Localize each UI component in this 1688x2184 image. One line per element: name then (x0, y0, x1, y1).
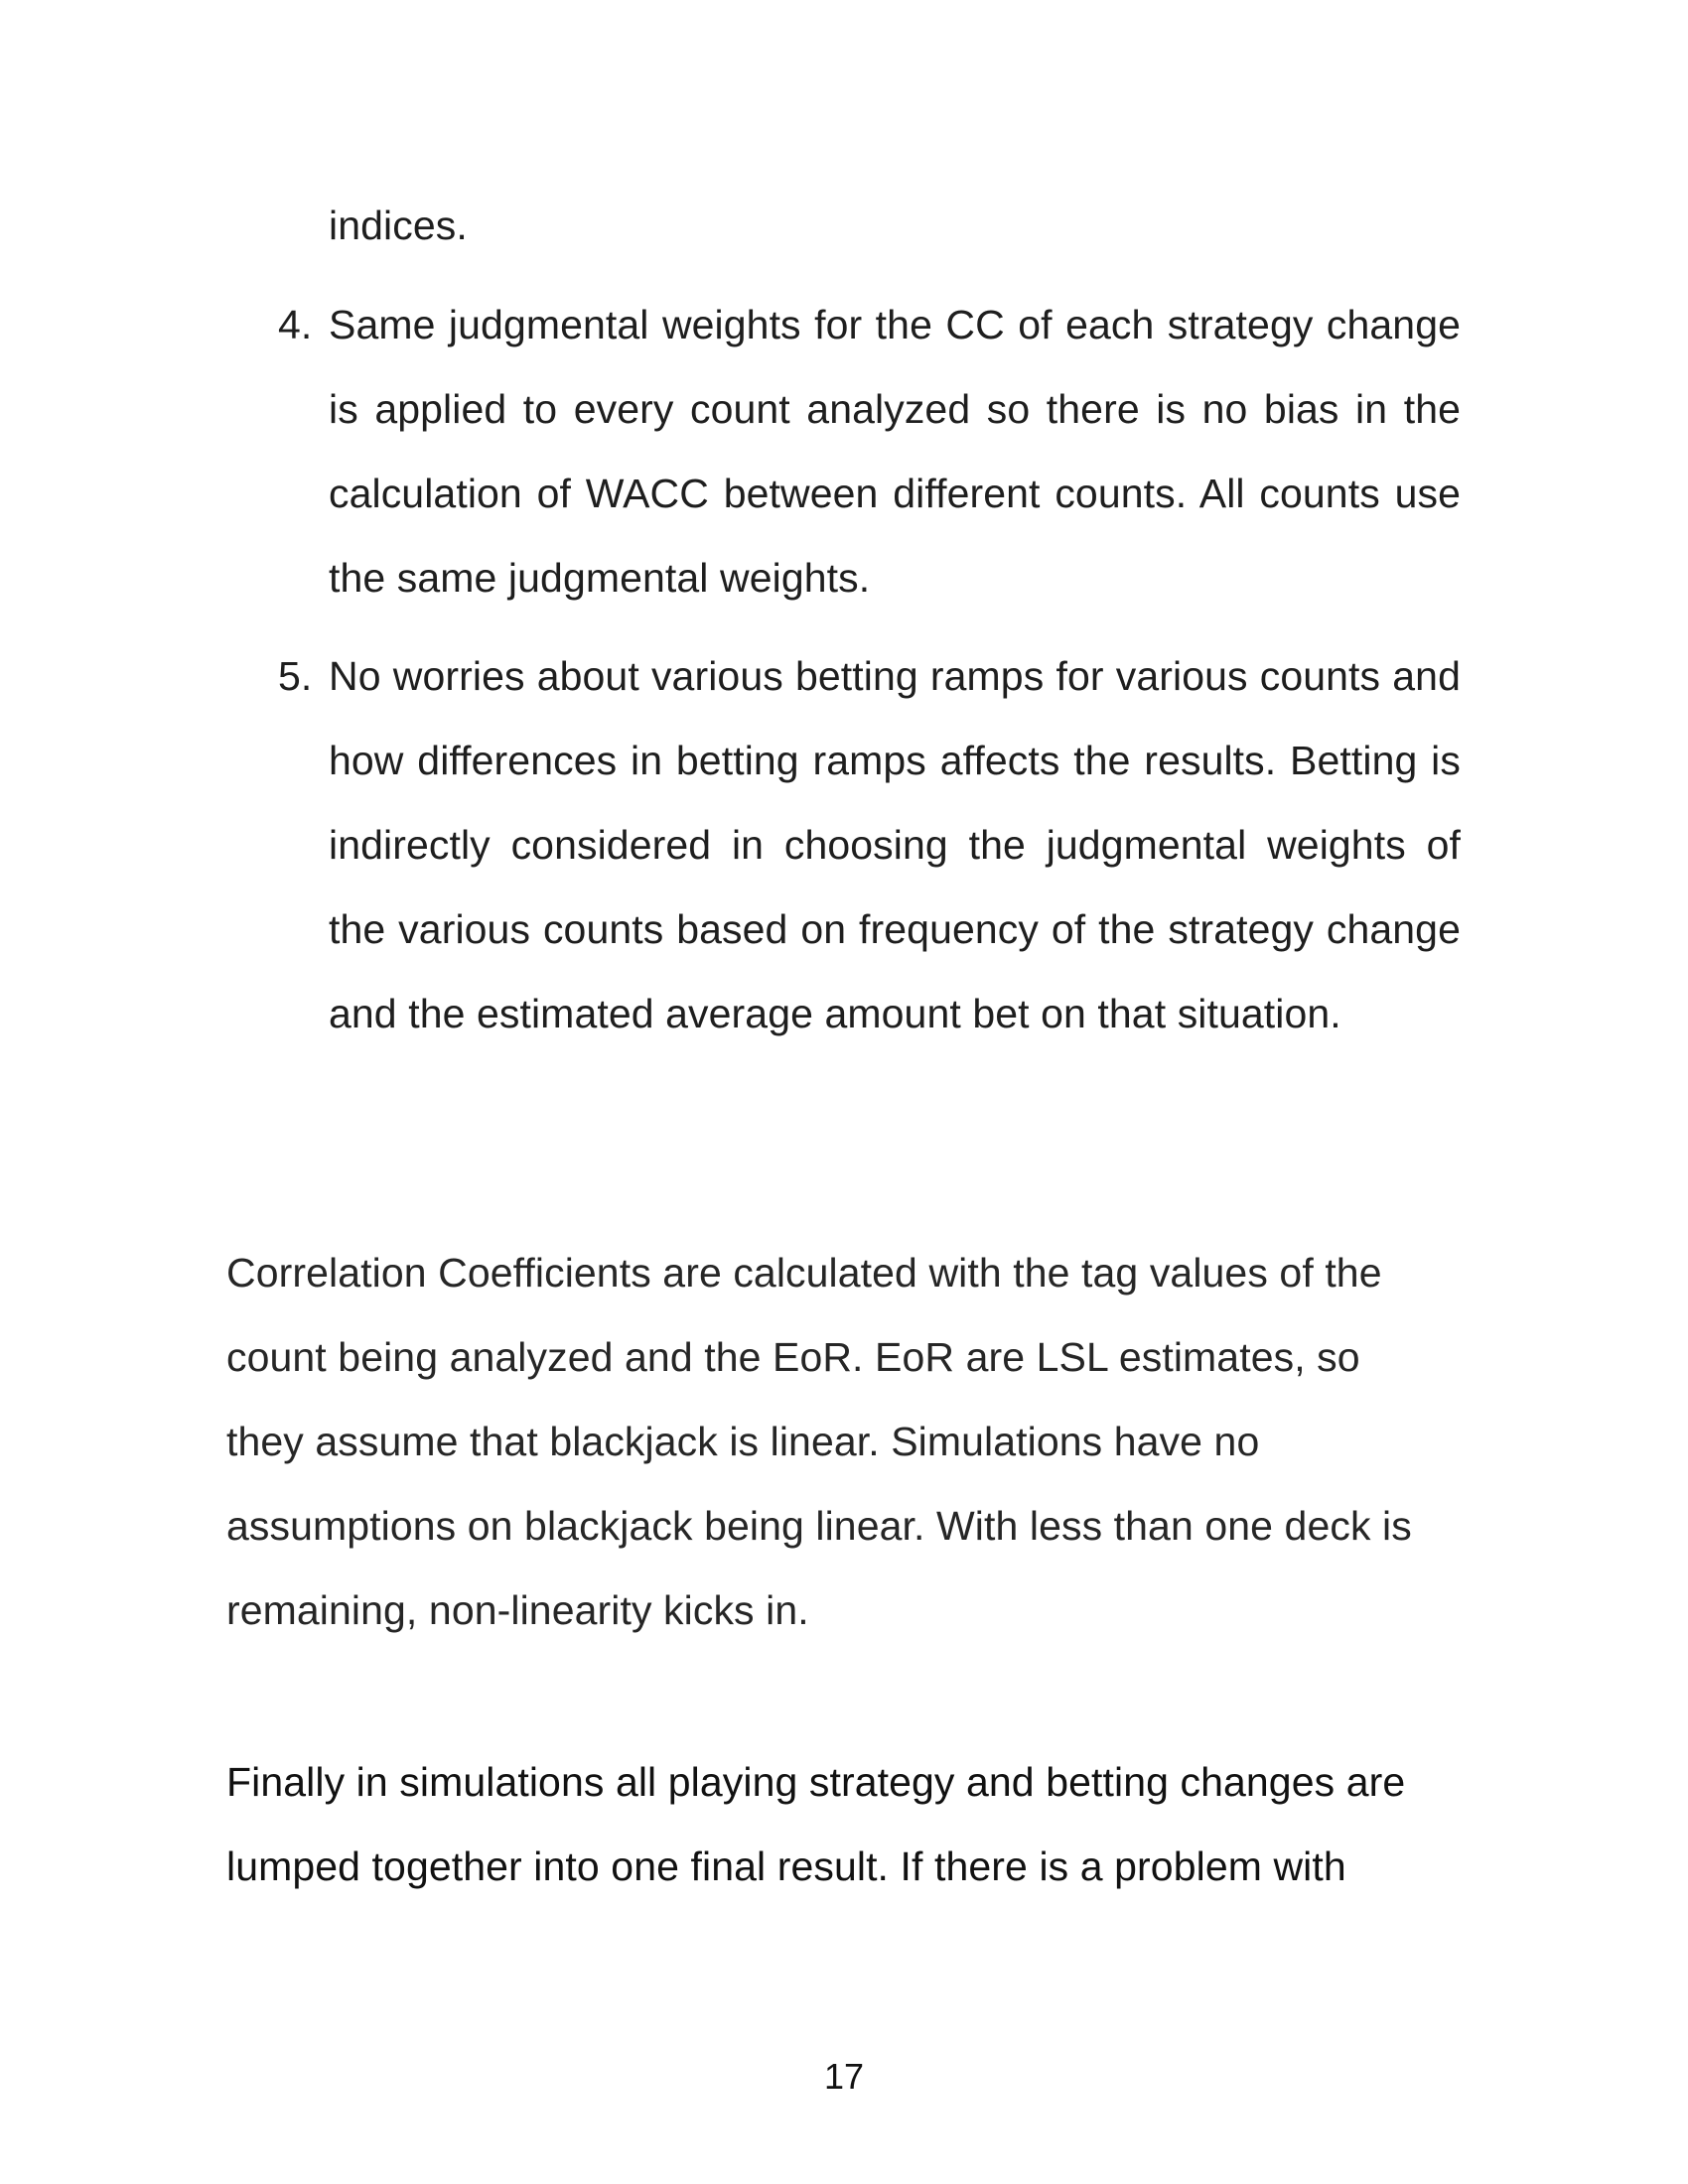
paragraph-simulations: Finally in simulations all playing strategy and betting changes are lumped together into one final result. If there is a problem with (226, 1759, 1406, 1889)
page-number: 17 (823, 2056, 865, 2097)
list-item-text: Same judgmental weights for the CC of each strategy change is applied to every count analyzed so there is no bias in the calculation of WACC between different counts. All counts use the same judgmental weights. (329, 302, 1461, 601)
list-item-number: 5. (278, 653, 313, 699)
list-item (278, 283, 1461, 620)
numbered-list (278, 283, 1461, 1070)
list-item (278, 634, 1461, 1056)
list-item-text: No worries about various betting ramps for various counts and how differences in betting ramps affects the results. Betting is indirectly considered in choosing the judgmental weights of the various counts based on frequency of the strategy change and the estimated average amount bet on that situation. (329, 653, 1461, 1036)
continued-text: indices. (329, 203, 468, 248)
list-item-number: 4. (278, 302, 313, 347)
paragraph-correlation-coefficients: Correlation Coefficients are calculated with the tag values of the count being analyzed and the EoR. EoR are LSL estimates, so they assume that blackjack is linear. Simulations have no assumptions on blackjack being linear. With less than one deck is remaining, non-linearity kicks in. (226, 1250, 1412, 1633)
